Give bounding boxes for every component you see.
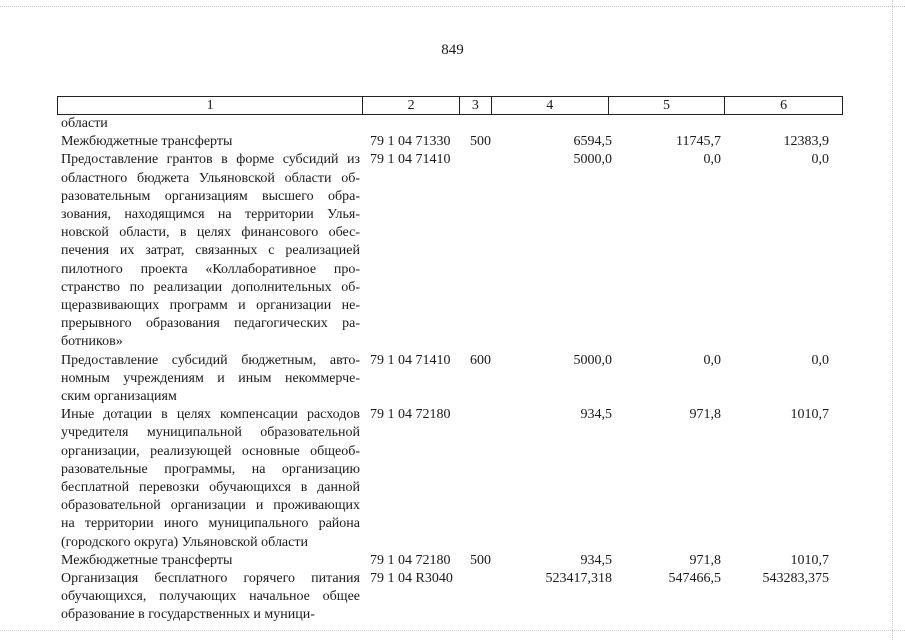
row-name-line: бесплатной перевозки обучающихся в данной bbox=[61, 480, 360, 496]
row-name-line: Межбюджетные трансферты bbox=[61, 134, 233, 150]
row-value-2: 0,0 bbox=[703, 152, 721, 168]
row-name-line: ским организациям bbox=[61, 389, 177, 405]
row-name-line: организации, реализующей основные общеоб- bbox=[61, 443, 360, 459]
row-name-line: областного бюджета Ульяновской области об- bbox=[61, 170, 360, 186]
row-name-line: обучающихся, получающих начальное общее bbox=[61, 589, 360, 605]
row-name-line: странство по реализации дополнительных об- bbox=[61, 279, 360, 295]
row-value-3: 0,0 bbox=[811, 152, 829, 168]
row-type: 600 bbox=[470, 352, 491, 368]
header-col-5: 5 bbox=[609, 97, 726, 114]
header-col-3: 3 bbox=[460, 97, 492, 114]
scan-artifact-top bbox=[0, 6, 905, 9]
table-row bbox=[57, 352, 843, 407]
row-value-3: 1010,7 bbox=[790, 552, 829, 568]
row-value-3: 0,0 bbox=[811, 352, 829, 368]
row-name-line: Иные дотации в целях компенсации расходов bbox=[61, 407, 360, 423]
row-value-3: 1010,7 bbox=[790, 407, 829, 423]
row-name-line: Предоставление субсидий бюджетным, авто- bbox=[61, 352, 360, 368]
row-value-3: 12383,9 bbox=[783, 134, 829, 150]
row-value-1: 934,5 bbox=[580, 407, 612, 423]
row-name-line: зования, находящимся на территории Улья- bbox=[61, 207, 360, 223]
row-name-line: ботников» bbox=[61, 334, 123, 350]
row-name-line: щеразвивающих программ и организации не- bbox=[61, 298, 360, 314]
scan-artifact-bottom bbox=[0, 630, 905, 633]
row-code: 79 1 04 71410 bbox=[370, 352, 451, 368]
table-row bbox=[57, 151, 843, 351]
row-name bbox=[57, 552, 360, 570]
table-row bbox=[57, 552, 843, 570]
row-value-2: 11745,7 bbox=[676, 134, 721, 150]
row-value-1: 6594,5 bbox=[573, 134, 612, 150]
row-name-line: пилотного проекта «Коллаборативное про- bbox=[61, 261, 360, 277]
scan-artifact-right bbox=[892, 0, 894, 640]
row-value-1: 523417,318 bbox=[545, 571, 612, 587]
row-name-line: номным учреждениям и иным некоммерче- bbox=[61, 370, 360, 386]
table-row bbox=[57, 115, 843, 133]
row-name-line: Предоставление грантов в форме субсидий из bbox=[61, 152, 360, 168]
row-name bbox=[57, 115, 360, 133]
header-col-6: 6 bbox=[780, 98, 788, 113]
row-name-line: на территории иного муниципального района bbox=[61, 516, 360, 532]
row-name-line: разовательные программы, на организацию bbox=[61, 461, 360, 477]
row-code: 79 1 04 R3040 bbox=[370, 571, 453, 587]
row-value-2: 971,8 bbox=[689, 552, 721, 568]
table-row bbox=[57, 570, 843, 625]
row-type: 500 bbox=[470, 552, 491, 568]
row-name-line: образовательной организации и проживающих bbox=[61, 498, 360, 514]
row-name-line: Межбюджетные трансферты bbox=[61, 552, 233, 568]
row-name bbox=[57, 570, 360, 625]
row-code: 79 1 04 72180 bbox=[370, 407, 451, 423]
row-type: 500 bbox=[470, 134, 491, 150]
row-name-line: Организация бесплатного горячего питания bbox=[61, 571, 360, 587]
row-name-line: печения их затрат, связанных с реализацией bbox=[61, 243, 360, 259]
row-value-2: 0,0 bbox=[703, 352, 721, 368]
row-code: 79 1 04 71410 bbox=[370, 152, 451, 168]
table-row bbox=[57, 133, 843, 151]
header-col-4: 4 bbox=[492, 97, 609, 114]
row-name bbox=[57, 352, 360, 407]
header-col-2: 2 bbox=[363, 97, 460, 114]
row-value-1: 5000,0 bbox=[573, 352, 612, 368]
table-header bbox=[57, 96, 843, 115]
table-row bbox=[57, 406, 843, 552]
row-value-1: 5000,0 bbox=[573, 152, 612, 168]
row-value-3: 543283,375 bbox=[762, 571, 829, 587]
row-name bbox=[57, 151, 360, 351]
row-name-line: образование в государственных и муници- bbox=[61, 607, 315, 623]
row-name-line: новской области, в целях финансового обес- bbox=[61, 225, 360, 241]
row-value-2: 547466,5 bbox=[668, 571, 721, 587]
row-name bbox=[57, 406, 360, 552]
row-name-line: (городского округа) Ульяновской области bbox=[61, 534, 308, 550]
row-value-2: 971,8 bbox=[689, 407, 721, 423]
row-name-line: прерывного образования педагогических ра- bbox=[61, 316, 360, 332]
row-name bbox=[57, 133, 360, 151]
row-name-line: учредителя муниципальной образовательной bbox=[61, 425, 360, 441]
header-col-1: 1 bbox=[58, 97, 363, 114]
row-value-1: 934,5 bbox=[580, 552, 612, 568]
row-code: 79 1 04 71330 bbox=[370, 134, 451, 150]
page-number: 849 bbox=[441, 42, 464, 58]
row-name-line: области bbox=[61, 116, 108, 131]
row-name-line: разовательным организациям высшего обра- bbox=[61, 188, 360, 204]
table-body bbox=[57, 115, 843, 625]
row-code: 79 1 04 72180 bbox=[370, 552, 451, 568]
